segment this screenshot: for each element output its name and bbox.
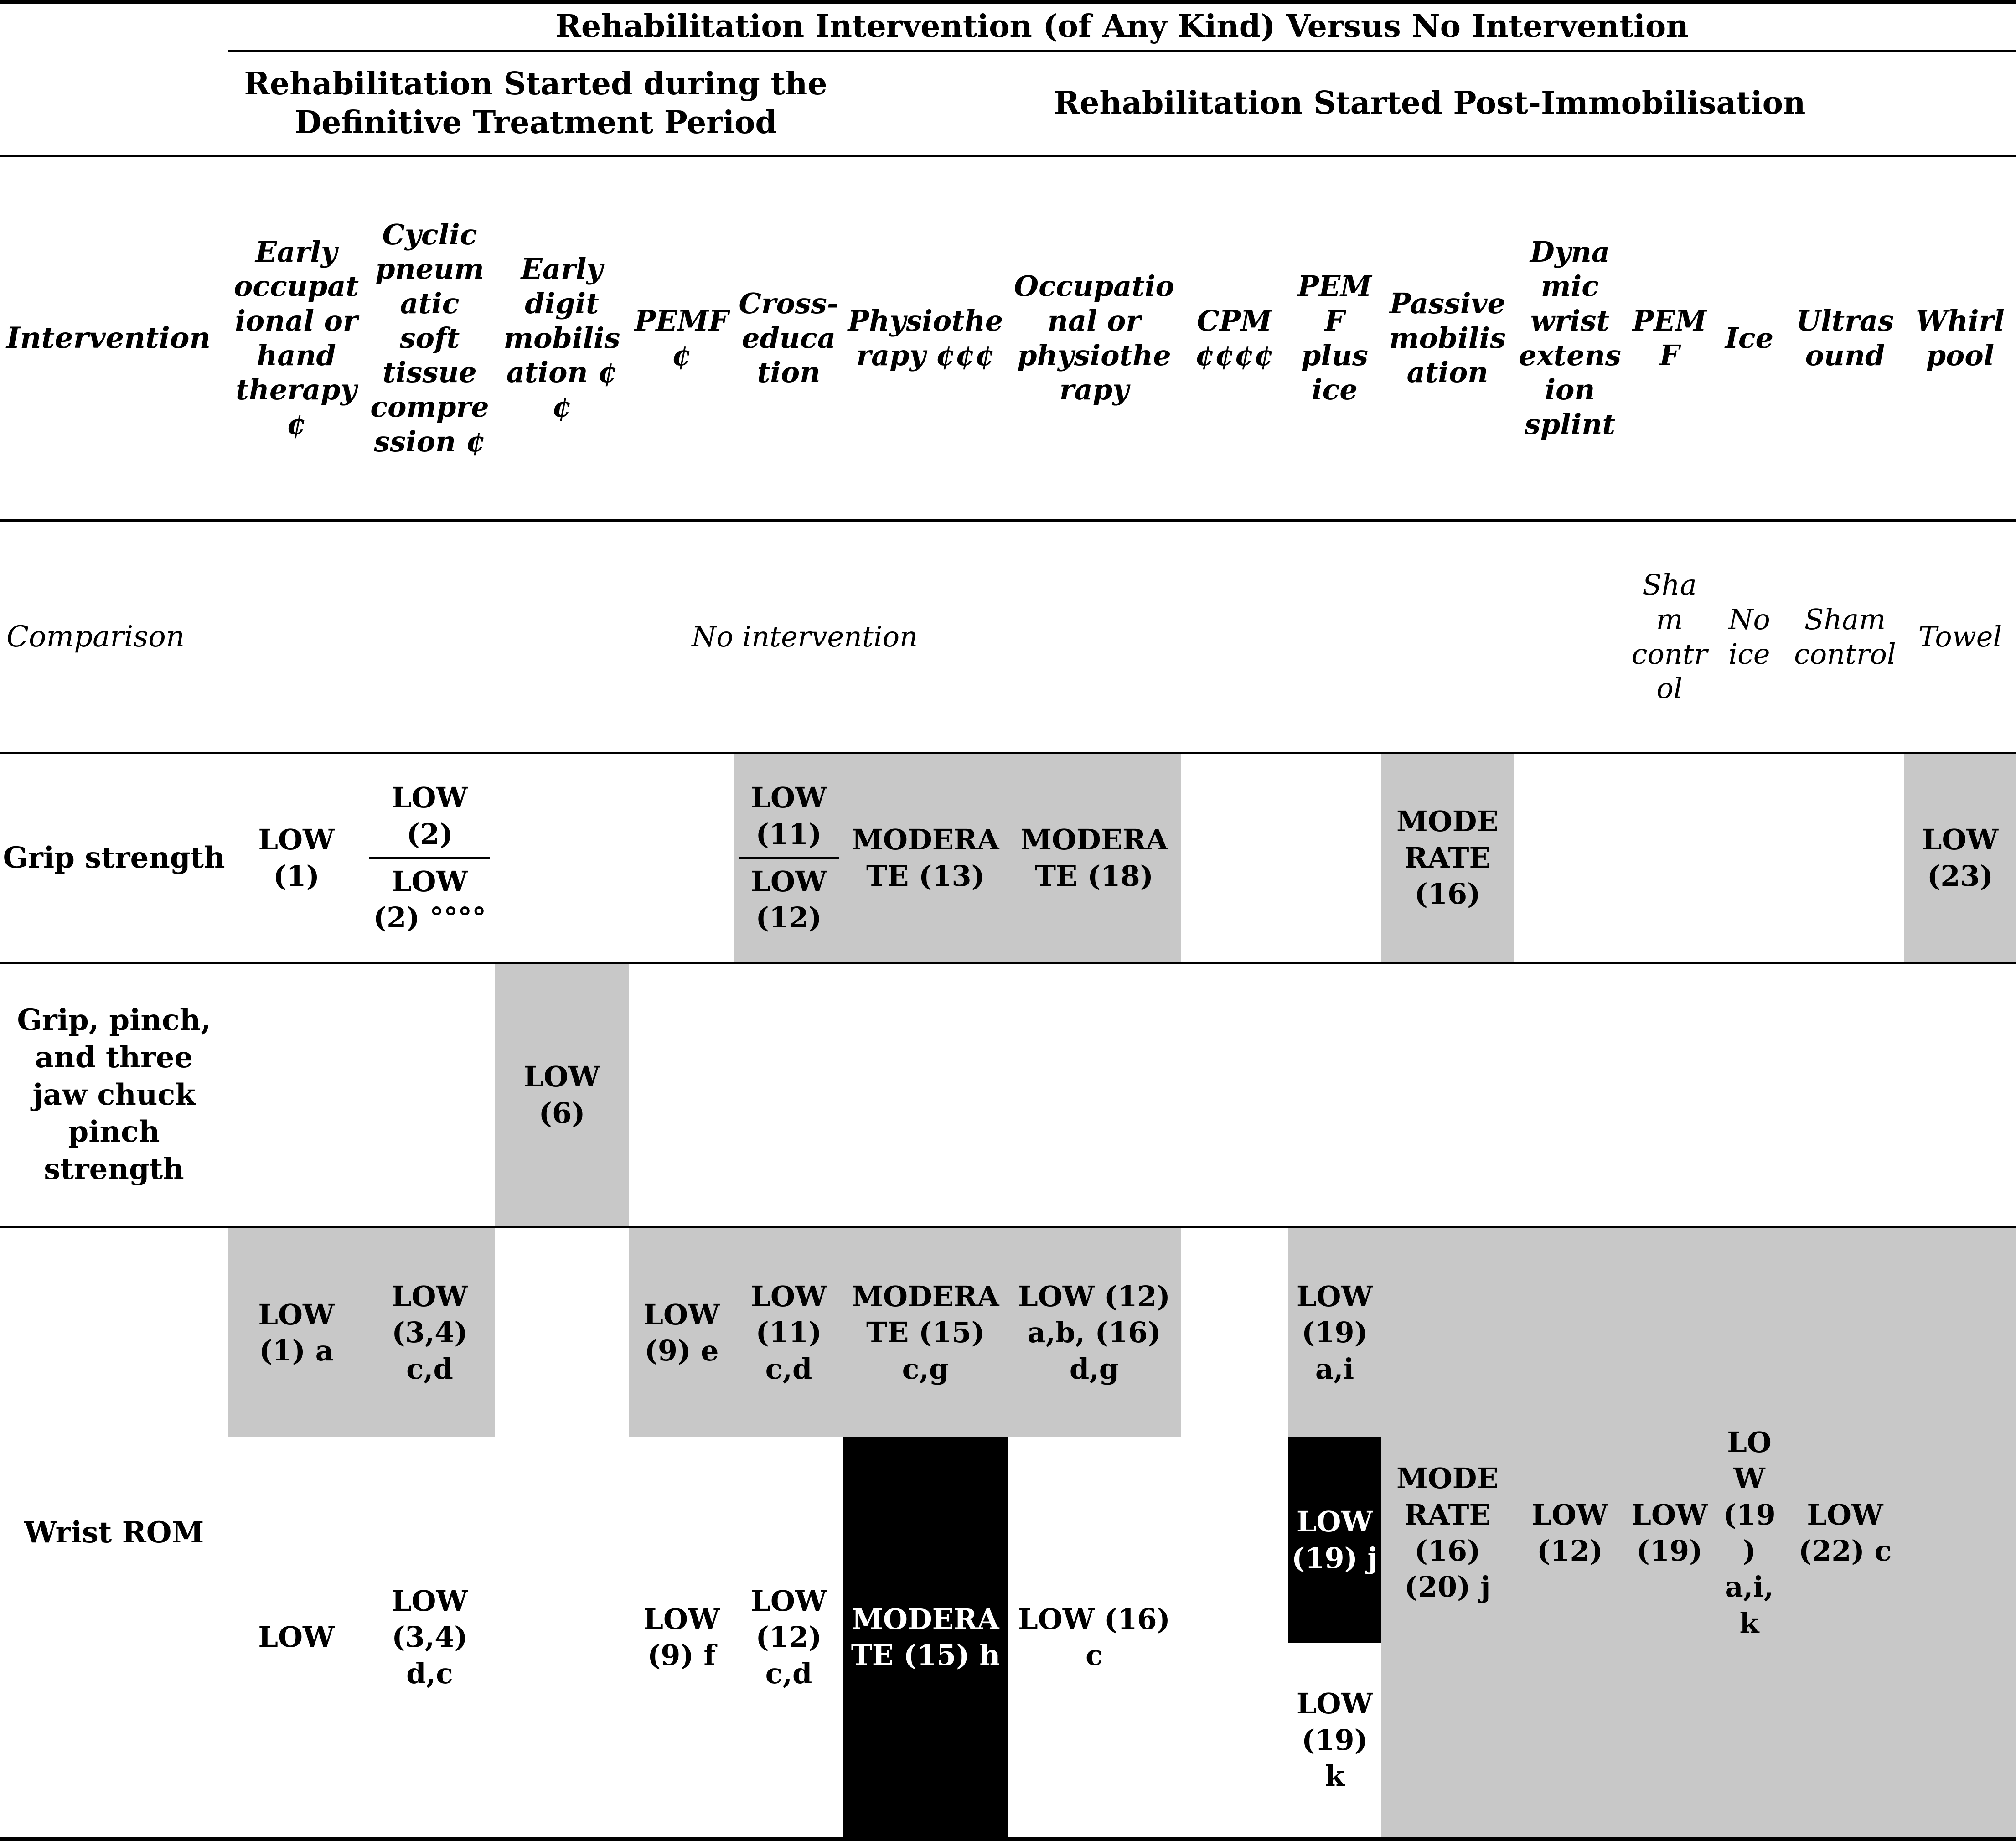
grade-value: LOW (11) c,d: [734, 1228, 843, 1437]
comparison-row: [0, 521, 2016, 753]
comparison-sham-control-ultrasound: Sham control: [1786, 521, 1904, 753]
empty-cell: [1181, 753, 1288, 963]
cell-wrist-rom-pemf-plus-ice: [1288, 1227, 1381, 1840]
empty-cell: [1514, 753, 1626, 963]
grade-value: MODERATE (15) c,g: [843, 1228, 1008, 1437]
stacked-values: [369, 780, 490, 936]
grade-value: LOW (19) k: [1296, 1687, 1373, 1793]
cell-wrist-rom-pemf-post-immobilisation: [1626, 1227, 1713, 1840]
cell-wrist-rom-cyclic-compression: [365, 1227, 495, 1840]
stacked-values: [1626, 1228, 1713, 1837]
empty-cell: [495, 753, 629, 963]
empty-cell: [843, 963, 1008, 1227]
empty-cell: [629, 963, 734, 1227]
cell-wrist-rom-ultrasound: [1786, 1227, 1904, 1840]
column-header-early-occupational-or-hand-therapy: Early occupational or hand therapy ¢: [228, 156, 365, 521]
grade-value: MODERATE (16) (20) j: [1381, 1228, 1514, 1837]
empty-cell: [1786, 963, 1904, 1227]
cell-wrist-rom-whirlpool: [1904, 1227, 2016, 1840]
cell-grip-physiotherapy: MODERATE (13): [843, 753, 1008, 963]
comparison-towel: Towel: [1904, 521, 2016, 753]
grip-pinch-row: [0, 963, 2016, 1227]
empty-cell: [734, 963, 843, 1227]
row-label-grip-pinch: Grip, pinch, and three jaw chuck pinch strength: [0, 963, 228, 1227]
empty-cell: [1008, 963, 1181, 1227]
column-header-cross-education: Cross-education: [734, 156, 843, 521]
row-label-grip-strength: Grip strength: [0, 753, 228, 963]
empty-cell: [495, 1227, 629, 1840]
comparison-no-ice: No ice: [1713, 521, 1786, 753]
comparison-row-label: Comparison: [0, 521, 228, 753]
empty-cell: [1626, 963, 1713, 1227]
grade-value-highlighted: LOW (19) j: [1288, 1437, 1381, 1643]
grade-value: LOW (3,4) c,d: [365, 1228, 495, 1437]
empty-shaded-cell: [1904, 1228, 2016, 1837]
table-title: Rehabilitation Intervention (of Any Kind) Versus No Intervention: [228, 2, 2016, 51]
cell-grip-whirlpool: LOW (23): [1904, 753, 2016, 963]
stacked-values: [1008, 1228, 1181, 1837]
empty-cell: [228, 963, 365, 1227]
stacked-values: [365, 1228, 495, 1837]
empty-cell: [1786, 753, 1904, 963]
empty-cell: [1514, 963, 1626, 1227]
comparison-empty-passive-mobilisation: [1381, 521, 1514, 753]
column-header-whirlpool: Whirlpool: [1904, 156, 2016, 521]
stacked-values: [1786, 1228, 1904, 1837]
spacer-cell: [0, 51, 228, 156]
grade-value: LOW: [258, 1620, 335, 1654]
stacked-values: [1713, 1228, 1786, 1837]
grade-value: LOW (19) a,i,k: [1713, 1228, 1786, 1837]
cell-grip-cyclic-compression: [365, 753, 495, 963]
stacked-values: [1381, 1228, 1514, 1837]
cell-grip-passive-mobilisation: MODERATE (16): [1381, 753, 1514, 963]
group-header-row: [0, 51, 2016, 156]
column-header-cpm: CPM ¢¢¢¢: [1181, 156, 1288, 521]
grade-value: LOW (2): [391, 781, 468, 851]
row-label-wrist-rom: Wrist ROM: [24, 1515, 204, 1550]
column-header-cyclic-pneumatic-soft-tissue-compression: Cyclic pneumatic soft tissue compression ¢: [365, 156, 495, 521]
empty-cell: [1181, 963, 1288, 1227]
cell-grip-occupational-or-physiotherapy: MODERATE (18): [1008, 753, 1181, 963]
stacked-values: [734, 1228, 843, 1837]
grade-value: LOW (19) a,i: [1288, 1228, 1381, 1437]
empty-cell: [1381, 963, 1514, 1227]
empty-cell: [629, 753, 734, 963]
cell-grip-cross-education: [734, 753, 843, 963]
empty-cell: [1904, 963, 2016, 1227]
grade-value: LOW (12) a,b, (16) d,g: [1008, 1228, 1181, 1437]
group-header-during-treatment: Rehabilitation Started during the Definitive Treatment Period: [228, 51, 843, 156]
intervention-header-row: [0, 156, 2016, 521]
empty-cell: [1181, 1227, 1288, 1840]
stacked-values: [843, 1228, 1008, 1837]
cell-wrist-rom-ice: [1713, 1227, 1786, 1840]
grade-value: LOW (1) a: [228, 1228, 365, 1437]
stacked-values: [1904, 1228, 2016, 1837]
column-header-physiotherapy: Physiotherapy ¢¢¢: [843, 156, 1008, 521]
grade-value: LOW (3,4) d,c: [391, 1584, 468, 1690]
cell-wrist-rom-cross-education: [734, 1227, 843, 1840]
cell-divider-line: [739, 857, 839, 859]
grade-value: LOW (11): [750, 781, 827, 851]
column-header-occupational-or-physiotherapy: Occupational or physiotherapy: [1008, 156, 1181, 521]
column-header-pemf-plus-ice: PEMF plus ice: [1288, 156, 1381, 521]
comparison-no-intervention: No intervention: [228, 521, 1381, 753]
column-header-ice: Ice: [1713, 156, 1786, 521]
stacked-values: [228, 1228, 365, 1837]
empty-cell: [1713, 753, 1786, 963]
grade-value: LOW (12): [1514, 1228, 1626, 1837]
cell-wrist-rom-dynamic-wrist-extension-splint: [1514, 1227, 1626, 1840]
cell-wrist-rom-occupational-or-physiotherapy: [1008, 1227, 1181, 1840]
intervention-row-label: Intervention: [0, 156, 228, 521]
stacked-values: [1288, 1228, 1381, 1837]
comparison-sham-control-pemf: Sham control: [1626, 521, 1713, 753]
empty-cell: [1713, 963, 1786, 1227]
grade-value: LOW (9) f: [643, 1602, 720, 1672]
column-header-early-digit-mobilisation: Early digit mobilisation ¢¢: [495, 156, 629, 521]
grade-value: LOW (22) c: [1786, 1228, 1904, 1837]
cell-wrist-rom-physiotherapy: [843, 1227, 1008, 1840]
grade-value: LOW (9) e: [629, 1228, 734, 1437]
table-title-row: [0, 2, 2016, 51]
column-header-dynamic-wrist-extension-splint: Dynamic wrist extension splint: [1514, 156, 1626, 521]
comparison-empty-dynamic-splint: [1514, 521, 1626, 753]
column-header-pemf-during-treatment: PEMF ¢: [629, 156, 734, 521]
cell-wrist-rom-pemf-during-treatment: [629, 1227, 734, 1840]
spacer-cell: [0, 2, 228, 51]
column-header-pemf-post-immobilisation: PEMF: [1626, 156, 1713, 521]
column-header-passive-mobilisation: Passive mobilisation: [1381, 156, 1514, 521]
stacked-values: [1514, 1228, 1626, 1837]
cell-grip-early-occupational: LOW (1): [228, 753, 365, 963]
empty-cell: [365, 963, 495, 1227]
empty-cell: [1288, 963, 1381, 1227]
grade-value: LOW (16) c: [1018, 1602, 1170, 1672]
grade-value: LOW (12) c,d: [750, 1584, 827, 1690]
stacked-values: [739, 780, 839, 936]
empty-cell: [1288, 753, 1381, 963]
grade-value: LOW (2) °°°°: [373, 865, 486, 935]
cell-grip-pinch-early-digit-mobilisation: LOW (6): [495, 963, 629, 1227]
grade-value: LOW (19): [1626, 1228, 1713, 1837]
cell-wrist-rom-early-occupational: [228, 1227, 365, 1840]
stacked-values: [629, 1228, 734, 1837]
grade-value-highlighted: MODERATE (15) h: [843, 1437, 1008, 1837]
empty-cell: [1626, 753, 1713, 963]
column-header-ultrasound: Ultrasound: [1786, 156, 1904, 521]
cell-wrist-rom-passive-mobilisation: [1381, 1227, 1514, 1840]
group-header-post-immobilisation: Rehabilitation Started Post-Immobilisation: [843, 51, 2016, 156]
wrist-rom-row: [0, 1227, 2016, 1840]
cell-divider-line: [369, 857, 490, 859]
grip-strength-row: [0, 753, 2016, 963]
grade-value: LOW (12): [750, 865, 827, 935]
